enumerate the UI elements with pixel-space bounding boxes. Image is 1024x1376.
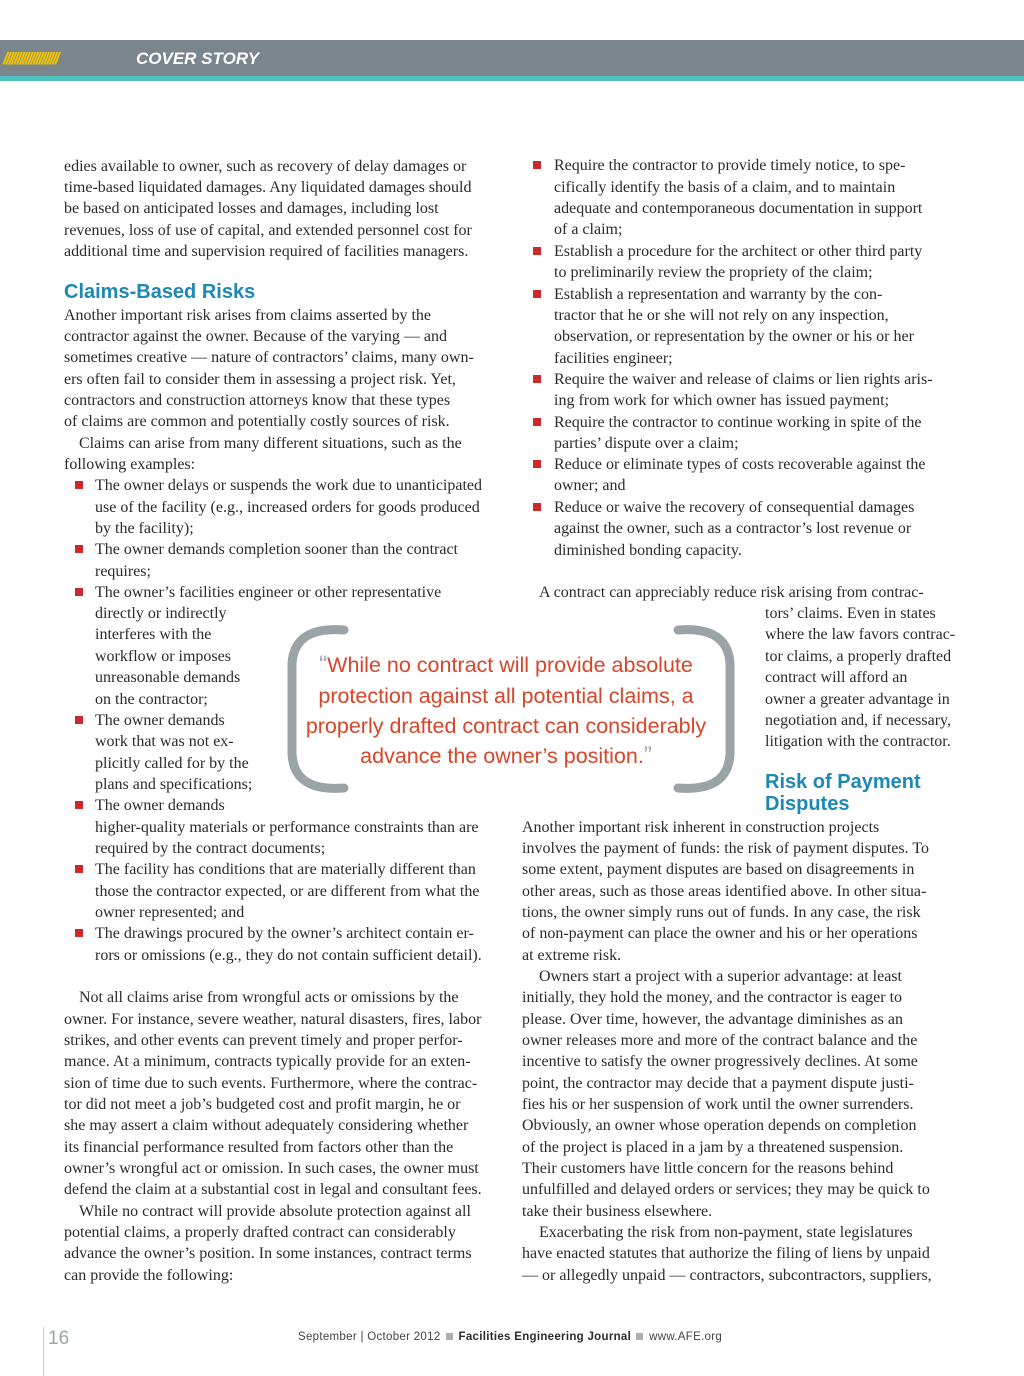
list-item-line: work that was not ex- bbox=[95, 733, 234, 750]
body-line: owner releases more and more of the contract balance and the bbox=[522, 1032, 918, 1049]
list-item-line: Require the contractor to continue working in spite of the bbox=[554, 414, 922, 431]
body-line: where the law favors contrac- bbox=[765, 626, 956, 643]
list-item-line: against the owner, such as a contractor’s lost revenue or bbox=[554, 520, 912, 537]
body-line: be based on anticipated losses and damages, including lost bbox=[64, 200, 439, 217]
body-line: owner a greater advantage in bbox=[765, 691, 950, 708]
body-line: involves the payment of funds: the risk of payment disputes. To bbox=[522, 840, 929, 857]
bullet-marker bbox=[533, 460, 541, 468]
separator-square-icon bbox=[636, 1333, 643, 1340]
bullet-marker bbox=[533, 290, 541, 298]
body-line: contractor against the owner. Because of the varying — and bbox=[64, 328, 447, 345]
body-line: its financial performance resulted from factors other than the bbox=[64, 1139, 454, 1156]
footer-info bbox=[298, 1331, 722, 1343]
bullet-marker bbox=[533, 375, 541, 383]
list-item-line: The facility has conditions that are materially different than bbox=[95, 861, 476, 878]
bullet-marker bbox=[533, 503, 541, 511]
body-line: litigation with the contractor. bbox=[765, 733, 951, 750]
list-item-line: Require the waiver and release of claims or lien rights aris- bbox=[554, 371, 933, 388]
body-line: other areas, such as those areas identified above. In other situa- bbox=[522, 883, 927, 900]
body-line: have enacted statutes that authorize the filing of liens by unpaid bbox=[522, 1245, 930, 1262]
footer-date: September | October 2012 bbox=[298, 1331, 441, 1343]
body-line: owner. For instance, severe weather, natural disasters, fires, labor bbox=[64, 1011, 482, 1028]
body-line: she may assert a claim without adequately considering whether bbox=[64, 1117, 469, 1134]
list-item-line: The owner demands bbox=[95, 712, 225, 729]
list-item-line: Require the contractor to provide timely notice, to spe- bbox=[554, 157, 906, 174]
pullquote-line: properly drafted contract can considerably bbox=[305, 714, 707, 738]
list-item-line: use of the facility (e.g., increased orders for goods produced bbox=[95, 499, 480, 516]
body-line: time-based liquidated damages. Any liquidated damages should bbox=[64, 179, 472, 196]
body-line: Not all claims arise from wrongful acts or omissions by the bbox=[79, 989, 459, 1006]
list-item-line: diminished bonding capacity. bbox=[554, 542, 742, 559]
section-heading-payment: Risk of Payment bbox=[765, 771, 921, 793]
body-line: tors’ claims. Even in states bbox=[765, 605, 936, 622]
body-line: Another important risk inherent in construction projects bbox=[522, 819, 880, 836]
list-item-line: Reduce or waive the recovery of consequential damages bbox=[554, 499, 915, 516]
body-line: owner’s wrongful act or omission. In such cases, the owner must bbox=[64, 1160, 479, 1177]
list-item-line: The owner demands completion sooner than the contract bbox=[95, 541, 458, 558]
bullet-marker bbox=[75, 588, 83, 596]
body-line: advance the owner’s position. In some instances, contract terms bbox=[64, 1245, 472, 1262]
bullet-marker bbox=[75, 545, 83, 553]
body-line: unfulfilled and delayed orders or services; they may be quick to bbox=[522, 1181, 930, 1198]
body-line: defend the claim at a substantial cost in legal and consultant fees. bbox=[64, 1181, 482, 1198]
body-line: tor claims, a properly drafted bbox=[765, 648, 952, 665]
body-line: potential claims, a properly drafted contract can considerably bbox=[64, 1224, 456, 1241]
body-line: While no contract will provide absolute protection against all bbox=[79, 1203, 471, 1220]
pullquote-line: advance the owner’s position.” bbox=[360, 742, 652, 769]
body-line: of non-payment can place the owner and his or her operations bbox=[522, 925, 918, 942]
footer-url[interactable]: www.AFE.org bbox=[649, 1331, 723, 1343]
body-line: of claims are common and potentially costly sources of risk. bbox=[64, 413, 450, 430]
section-heading-payment-cont: Disputes bbox=[765, 793, 850, 815]
list-item-line: owner; and bbox=[554, 477, 626, 494]
bullet-marker bbox=[75, 481, 83, 489]
pullquote-line: “While no contract will provide absolute bbox=[319, 651, 693, 678]
body-line: Exacerbating the risk from non-payment, state legislatures bbox=[539, 1224, 913, 1241]
body-line: point, the contractor may decide that a payment dispute justi- bbox=[522, 1075, 914, 1092]
body-line: sion of time due to such events. Furthermore, where the contrac- bbox=[64, 1075, 478, 1092]
list-item-line: The owner’s facilities engineer or other representative bbox=[95, 584, 442, 601]
list-item-line: those the contractor expected, or are different from what the bbox=[95, 883, 480, 900]
list-item-line: interferes with the bbox=[95, 626, 212, 643]
body-line: Obviously, an owner whose operation depends on completion bbox=[522, 1117, 917, 1134]
body-line: Another important risk arises from claims asserted by the bbox=[64, 307, 432, 324]
body-line: mance. At a minimum, contracts typically provide for an exten- bbox=[64, 1053, 471, 1070]
body-line: please. Over time, however, the advantage diminishes as an bbox=[522, 1011, 904, 1028]
list-item-line: by the facility); bbox=[95, 520, 194, 537]
list-item-line: owner represented; and bbox=[95, 904, 245, 921]
bullet-marker bbox=[75, 716, 83, 724]
list-item-line: rors or omissions (e.g., they do not contain sufficient detail). bbox=[95, 947, 482, 964]
body-line: strikes, and other events can prevent timely and proper perfor- bbox=[64, 1032, 463, 1049]
list-item-line: plicitly called for by the bbox=[95, 755, 249, 772]
list-item-line: on the contractor; bbox=[95, 691, 208, 708]
list-item-line: tractor that he or she will not rely on any inspection, bbox=[554, 307, 889, 324]
list-item-line: Establish a procedure for the architect or other third party bbox=[554, 243, 923, 260]
body-line: sometimes creative — nature of contractors’ claims, many own- bbox=[64, 349, 474, 366]
body-line: at extreme risk. bbox=[522, 947, 622, 964]
body-line: following examples: bbox=[64, 456, 196, 473]
body-line: edies available to owner, such as recovery of delay damages or bbox=[64, 158, 467, 175]
body-line: revenues, loss of use of capital, and extended personnel cost for bbox=[64, 222, 472, 239]
list-item-line: The owner delays or suspends the work due to unanticipated bbox=[95, 477, 483, 494]
body-line: tions, the owner simply runs out of funds. In any case, the risk bbox=[522, 904, 921, 921]
list-item-line: observation, or representation by the owner or his or her bbox=[554, 328, 914, 345]
body-line: take their business elsewhere. bbox=[522, 1203, 713, 1220]
body-line: Their customers have little concern for the reasons behind bbox=[522, 1160, 894, 1177]
list-item-line: to preliminarily review the propriety of the claim; bbox=[554, 264, 873, 281]
list-item-line: unreasonable demands bbox=[95, 669, 241, 686]
body-line: contractors and construction attorneys know that these types bbox=[64, 392, 451, 409]
body-line: tor did not meet a job’s budgeted cost and profit margin, he or bbox=[64, 1096, 461, 1113]
list-item-line: parties’ dispute over a claim; bbox=[554, 435, 739, 452]
list-item-line: facilities engineer; bbox=[554, 350, 673, 367]
list-item-line: requires; bbox=[95, 563, 151, 580]
body-line: A contract can appreciably reduce risk arising from contrac- bbox=[539, 584, 924, 601]
body-line: incentive to satisfy the owner progressively declines. At some bbox=[522, 1053, 918, 1070]
body-line: — or allegedly unpaid — contractors, subcontractors, suppliers, bbox=[522, 1267, 932, 1284]
body-line: negotiation and, if necessary, bbox=[765, 712, 952, 729]
list-item-line: higher-quality materials or performance constraints than are bbox=[95, 819, 479, 836]
body-line: fies his or her suspension of work until the owner surrenders. bbox=[522, 1096, 914, 1113]
body-line: contract will afford an bbox=[765, 669, 908, 686]
close-quote-mark: ” bbox=[643, 742, 652, 769]
bullet-marker bbox=[533, 247, 541, 255]
body-line: ers often fail to consider them in assessing a project risk. Yet, bbox=[64, 371, 456, 388]
body-line: Claims can arise from many different situations, such as the bbox=[79, 435, 462, 452]
body-line: can provide the following: bbox=[64, 1267, 234, 1284]
list-item-line: of a claim; bbox=[554, 221, 623, 238]
list-item-line: plans and specifications; bbox=[95, 776, 253, 793]
body-line: additional time and supervision required of facilities managers. bbox=[64, 243, 469, 260]
list-item-line: Establish a representation and warranty by the con- bbox=[554, 286, 883, 303]
page-number: 16 bbox=[48, 1328, 70, 1349]
list-item-line: Reduce or eliminate types of costs recoverable against the bbox=[554, 456, 926, 473]
bullet-marker bbox=[75, 801, 83, 809]
list-item-line: required by the contract documents; bbox=[95, 840, 326, 857]
bullet-marker bbox=[533, 161, 541, 169]
list-item-line: workflow or imposes bbox=[95, 648, 231, 665]
list-item-line: cifically identify the basis of a claim, and to maintain bbox=[554, 179, 896, 196]
list-item-line: ing from work for which owner has issued payment; bbox=[554, 392, 890, 409]
bullet-marker bbox=[75, 929, 83, 937]
list-item-line: The drawings procured by the owner’s architect contain er- bbox=[95, 925, 474, 942]
list-item-line: The owner demands bbox=[95, 797, 225, 814]
body-line: initially, they hold the money, and the contractor is eager to bbox=[522, 989, 903, 1006]
open-quote-mark: “ bbox=[319, 651, 328, 678]
header-accent-stripe bbox=[0, 76, 1024, 81]
body-line: Owners start a project with a superior advantage: at least bbox=[539, 968, 902, 985]
bullet-marker bbox=[75, 865, 83, 873]
section-label: COVER STORY bbox=[136, 49, 260, 68]
body-line: of the project is placed in a jam by a threatened suspension. bbox=[522, 1139, 904, 1156]
footer-rule bbox=[43, 1327, 44, 1376]
list-item-line: directly or indirectly bbox=[95, 605, 227, 622]
footer-journal: Facilities Engineering Journal bbox=[458, 1331, 632, 1343]
separator-square-icon bbox=[446, 1333, 453, 1340]
list-item-line: adequate and contemporaneous documentation in support bbox=[554, 200, 923, 217]
body-line: some extent, payment disputes are based on disagreements in bbox=[522, 861, 915, 878]
section-heading-claims: Claims-Based Risks bbox=[64, 281, 256, 303]
pullquote-line: protection against all potential claims, a bbox=[318, 684, 694, 708]
bullet-marker bbox=[533, 418, 541, 426]
header-hatch-decoration: //////////////////// bbox=[3, 49, 58, 68]
